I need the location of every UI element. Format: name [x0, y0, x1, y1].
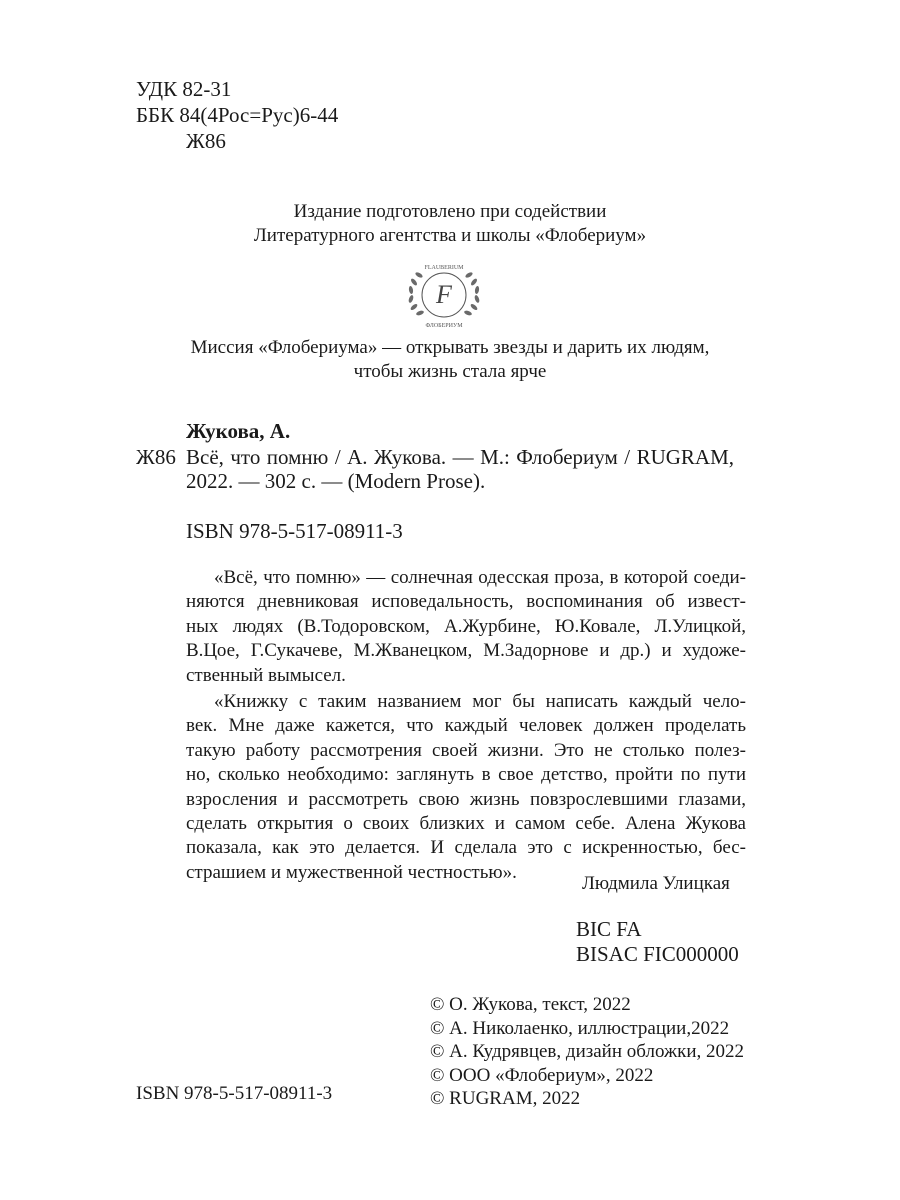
mission-line-2: чтобы жизнь стала ярче [353, 361, 547, 382]
copyright-line: © ООО «Флобериум», 2022 [430, 1064, 654, 1086]
copyright-line: © О. Жукова, текст, 2022 [430, 994, 631, 1015]
bibliography-line-2: 2022. — 302 с. — (Modern Prose). [186, 469, 486, 493]
copyright-line: © RUGRAM, 2022 [430, 1088, 581, 1109]
logo-bottom-text: ФЛОБЕРИУМ [425, 323, 463, 329]
author-sign-code: Ж86 [186, 129, 226, 153]
publisher-note-line-1: Издание подготовлено при содействии [293, 201, 607, 222]
annotation-paragraph [186, 566, 746, 688]
annotation-line: ных людях (В.Тодоровском, А.Журбине, Ю.Ковале, Л.Улицкой, [186, 615, 746, 637]
annotation-line: В.Цое, Г.Сукачеве, М.Жванецком, М.Задорнове и др.) и художе- [186, 640, 746, 662]
quote-line: сделать открытия о своих близких и самом себе. Алена Жукова [186, 813, 746, 835]
annotation-line: няются дневниковая исповедальность, воспоминания об извест- [186, 591, 746, 613]
quote-line: «Книжку с таким названием мог бы написать каждый чело- [214, 691, 746, 712]
bbk-code: ББК 84(4Рос=Рус)6-44 [136, 103, 339, 127]
bibliography-line-1-text: Всё, что помню / А. Жукова. — М.: Флобериум / RUGRAM, [186, 445, 734, 469]
quote-line: век. Мне даже кажется, что каждый человек должен проделать [186, 715, 746, 737]
logo-top-text: FLAUBERIUM [424, 265, 464, 271]
mission-line-1: Миссия «Флобериума» — открывать звезды и дарить их людям, [190, 337, 710, 358]
quote-line: показала, как это делается. И сделала это с искренностью, бес- [186, 837, 746, 859]
book-author: Жукова, А. [186, 419, 291, 443]
bibliography-code: Ж86 [136, 445, 176, 469]
annotation-line: ственный вымысел. [186, 664, 346, 686]
flauberium-logo [400, 257, 488, 331]
bic-code: BIC FA [576, 917, 642, 941]
udk-code: УДК 82-31 [136, 77, 232, 101]
quote-paragraph [186, 690, 746, 885]
laurel-wreath-icon [400, 257, 488, 331]
logo-letter: F [436, 280, 452, 309]
copyright-block [430, 993, 744, 1111]
footer-isbn: ISBN 978-5-517-08911-3 [136, 1083, 333, 1104]
bibliography-isbn: ISBN 978-5-517-08911-3 [186, 519, 403, 543]
quote-line: такую работу рассмотрения своей жизни. Это не столько полез- [186, 739, 746, 761]
quote-line: но, сколько необходимо: заглянуть в свое детство, пройти по пути [186, 764, 746, 786]
quote-attribution: Людмила Улицкая [582, 873, 730, 894]
annotation-line: «Всё, что помню» — солнечная одесская проза, в которой соеди- [214, 567, 746, 588]
quote-line: страшием и мужественной честностью». [186, 861, 517, 883]
quote-line: взросления и рассмотреть свою жизнь повзрослевшими глазами, [186, 788, 746, 810]
bibliography-line-1 [186, 444, 734, 471]
copyright-line: © А. Николаенко, иллюстрации,2022 [430, 1017, 730, 1039]
copyright-line: © А. Кудрявцев, дизайн обложки, 2022 [430, 1041, 744, 1062]
publisher-note-line-2: Литературного агентства и школы «Флобериум» [253, 225, 647, 246]
bisac-code: BISAC FIC000000 [576, 942, 739, 966]
